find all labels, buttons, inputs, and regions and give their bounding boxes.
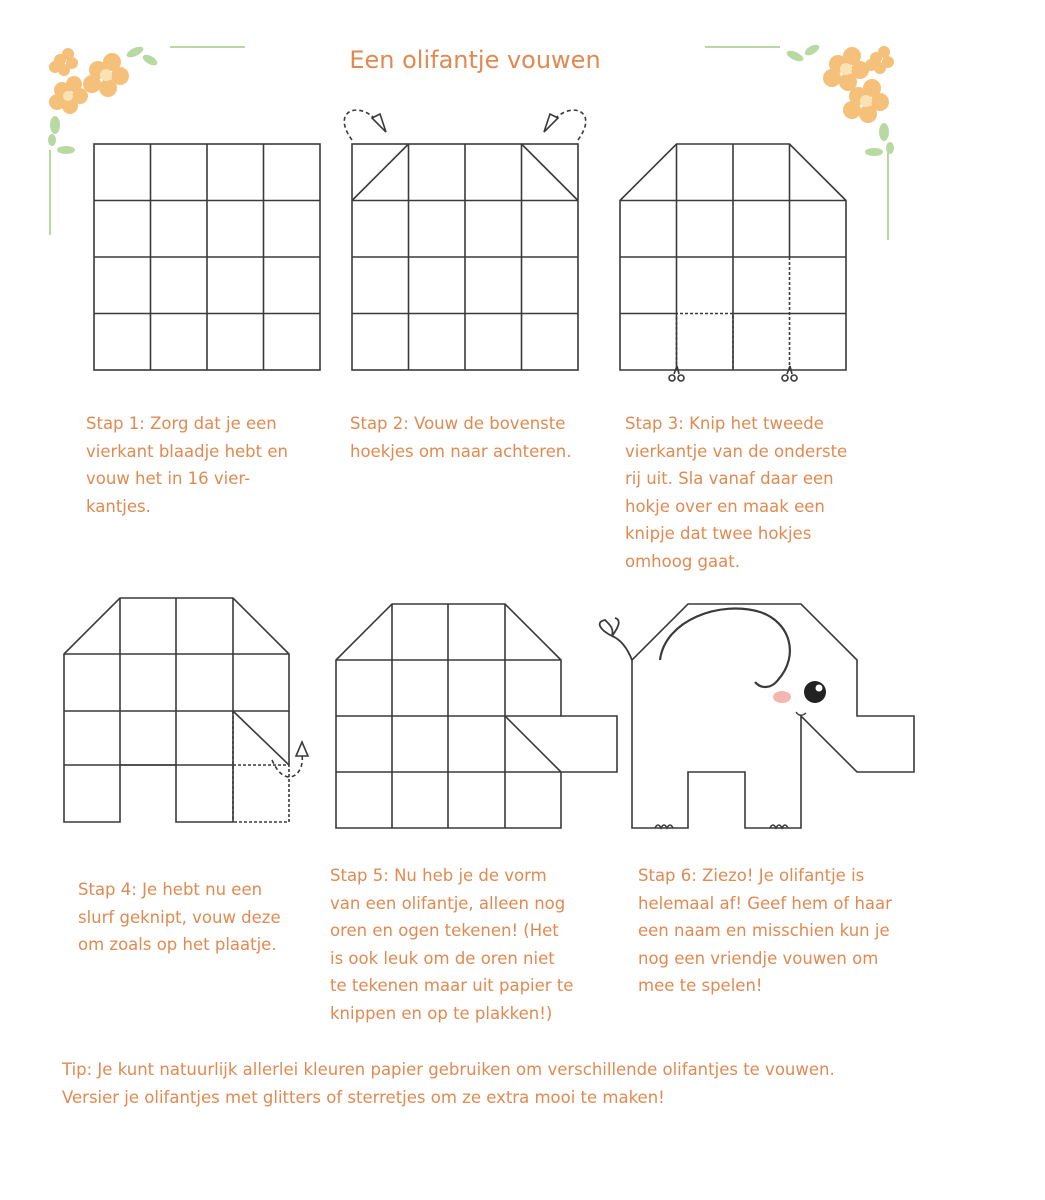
- step6-elephant: [600, 604, 914, 828]
- step5-caption: Stap 5: Nu heb je de vorm van een olifantje, alleen nog oren en ogen tekenen! (Het is ook leuk om de oren niet te tekenen maar uit papier te knippen en op te plakken!): [330, 866, 574, 1023]
- flower-icon: [865, 46, 894, 74]
- page-title: Een olifantje vouwen: [349, 46, 601, 74]
- step1-diagram: [94, 144, 320, 370]
- scissors-icon: [669, 366, 684, 381]
- step3-diagram: [620, 144, 846, 381]
- step3-caption: Stap 3: Knip het tweede vierkantje van de onderste rij uit. Sla vanaf daar een hokje over en maak een knipje dat twee hokjes omhoog gaat.: [625, 414, 848, 571]
- elephant-ear: [660, 609, 790, 687]
- step2-caption: Stap 2: Vouw de bovenste hoekjes om naar achteren.: [350, 414, 572, 461]
- flower-icon: [49, 48, 78, 76]
- elephant-eye-icon: [804, 681, 826, 703]
- fold-arrow-icon: [344, 110, 378, 140]
- scissors-icon: [782, 366, 797, 381]
- flower-icon: [49, 76, 88, 114]
- step6-caption: Stap 6: Ziezo! Je olifantje is helemaal af! Geef hem of haar een naam en misschien kun je nog een vriendje vouwen om mee te spelen!: [638, 866, 892, 995]
- step1-caption: Stap 1: Zorg dat je een vierkant blaadje hebt en vouw het in 16 vier- kantjes.: [86, 414, 288, 516]
- tip-text: Tip: Je kunt natuurlijk allerlei kleuren papier gebruiken om verschillende olifantjes te vouwen. Versier je olifantjes met glitters of sterretjes om ze extra mooi te maken!: [62, 1060, 835, 1107]
- fold-arrow-icon: [552, 110, 586, 140]
- flower-icon: [83, 53, 129, 97]
- arrow-head-icon: [296, 742, 308, 756]
- step4-diagram: [64, 598, 308, 822]
- fold-arrow-icon: [272, 755, 302, 777]
- arrow-head-icon: [372, 114, 386, 132]
- step2-diagram: [344, 110, 586, 370]
- corner-decoration-left: [48, 45, 245, 235]
- tail-tuft-icon: [600, 618, 619, 636]
- elephant-mouth: [796, 712, 806, 715]
- elephant-cheek: [773, 691, 791, 703]
- flower-icon: [823, 47, 869, 91]
- elephant-tail: [612, 636, 632, 660]
- step5-diagram: [336, 604, 617, 828]
- step4-caption: Stap 4: Je hebt nu een slurf geknipt, vouw deze om zoals op het plaatje.: [78, 880, 281, 954]
- arrow-head-icon: [544, 114, 558, 132]
